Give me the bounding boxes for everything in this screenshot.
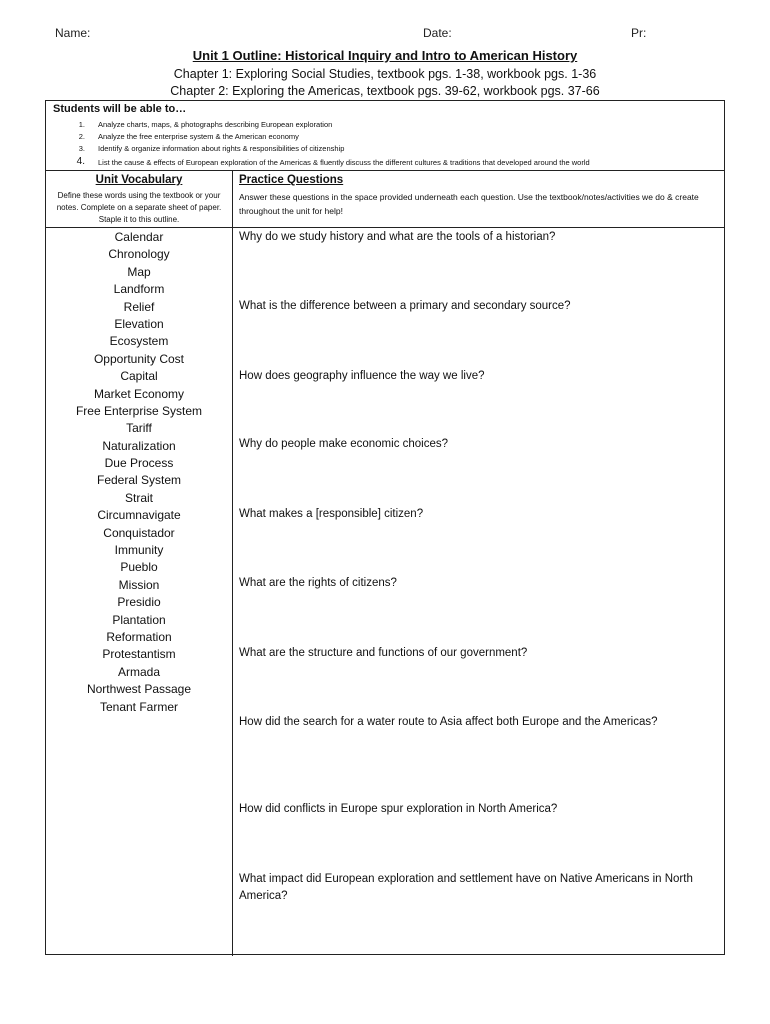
objective-text: Analyze charts, maps, & photographs describing European exploration: [98, 120, 333, 129]
practice-question: What is the difference between a primary and secondary source?: [239, 300, 571, 312]
objective-number: 3.: [78, 144, 85, 153]
practice-question: How does geography influence the way we live?: [239, 370, 485, 382]
chapter-2-line: Chapter 2: Exploring the Americas, textbook pgs. 39-62, workbook pgs. 37-66: [170, 84, 600, 98]
chapter-1-line: Chapter 1: Exploring Social Studies, textbook pgs. 1-38, workbook pgs. 1-36: [173, 67, 597, 81]
vocabulary-term: Ecosystem: [109, 334, 169, 349]
practice-questions-heading: Practice Questions: [239, 174, 344, 186]
objective-text: Analyze the free enterprise system & the American economy: [98, 132, 299, 141]
subheader-divider: [46, 227, 724, 228]
vocabulary-term: Pueblo: [120, 560, 158, 575]
vocabulary-term: Elevation: [114, 316, 164, 331]
vocabulary-term: Market Economy: [93, 386, 185, 401]
objective-number: 1.: [78, 120, 85, 129]
vocabulary-term: Plantation: [112, 612, 166, 627]
vocabulary-term: Conquistador: [103, 525, 175, 540]
vocabulary-heading: Unit Vocabulary: [95, 174, 183, 186]
vocabulary-term: Chronology: [108, 247, 170, 262]
vocabulary-term: Mission: [118, 577, 160, 592]
vocabulary-term: Opportunity Cost: [93, 351, 185, 366]
vocabulary-term: Strait: [124, 490, 153, 505]
practice-instructions: Answer these questions in the space provided underneath each question. Use the textbook/notes/activities we do & create throughout the unit for help!: [239, 192, 699, 216]
objective-text: List the cause & effects of European exploration of the Americas & fluently discuss the different cultures & traditions that developed around the world: [98, 158, 590, 167]
vocabulary-term: Immunity: [114, 543, 164, 558]
column-divider: [232, 171, 233, 956]
vocabulary-term: Federal System: [96, 473, 182, 488]
vocabulary-term: Due Process: [104, 456, 174, 471]
practice-question: What makes a [responsible] citizen?: [239, 508, 424, 520]
outline-table: [45, 100, 725, 955]
practice-question: How did conflicts in Europe spur exploration in North America?: [239, 803, 558, 815]
vocabulary-term: Calendar: [114, 230, 164, 244]
vocabulary-term: Landform: [113, 282, 165, 297]
objective-number: 4.: [76, 156, 85, 167]
objectives-section: [46, 101, 724, 171]
vocabulary-term: Protestantism: [102, 647, 176, 662]
objectives-heading: Students will be able to…: [53, 103, 187, 115]
vocabulary-term: Tariff: [126, 421, 152, 436]
outline-title: Unit 1 Outline: Historical Inquiry and Intro to American History: [192, 48, 578, 63]
practice-question: Why do we study history and what are the tools of a historian?: [239, 231, 556, 243]
vocabulary-term: Capital: [120, 369, 158, 384]
vocabulary-term: Presidio: [117, 595, 161, 610]
period-label: Pr:: [631, 26, 647, 40]
objective-text: Identify & organize information about rights & responsibilities of citizenship: [98, 144, 345, 153]
objective-number: 2.: [78, 132, 85, 141]
vocabulary-term: Armada: [117, 664, 161, 679]
practice-question: What impact did European exploration and settlement have on Native Americans in North America?: [239, 873, 693, 902]
practice-question: How did the search for a water route to Asia affect both Europe and the Americas?: [239, 716, 658, 728]
vocabulary-term: Northwest Passage: [86, 682, 192, 697]
vocabulary-term: Free Enterprise System: [75, 403, 203, 418]
vocabulary-instructions: Define these words using the textbook or your notes. Complete on a separate sheet of paper. Staple it to this outline.: [56, 191, 222, 224]
practice-question: What are the rights of citizens?: [239, 577, 397, 589]
vocabulary-term: Map: [127, 264, 151, 279]
vocabulary-term: Reformation: [106, 629, 172, 644]
vocabulary-term: Circumnavigate: [97, 508, 181, 523]
vocabulary-list: [46, 229, 232, 716]
vocabulary-term: Naturalization: [102, 438, 176, 453]
practice-question: What are the structure and functions of our government?: [239, 647, 528, 659]
name-label: Name:: [55, 26, 91, 40]
vocabulary-term: Relief: [123, 299, 155, 314]
vocabulary-term: Tenant Farmer: [99, 699, 179, 714]
student-info-line: [55, 26, 725, 42]
date-label: Date:: [423, 26, 452, 40]
practice-question: Why do people make economic choices?: [239, 438, 449, 450]
